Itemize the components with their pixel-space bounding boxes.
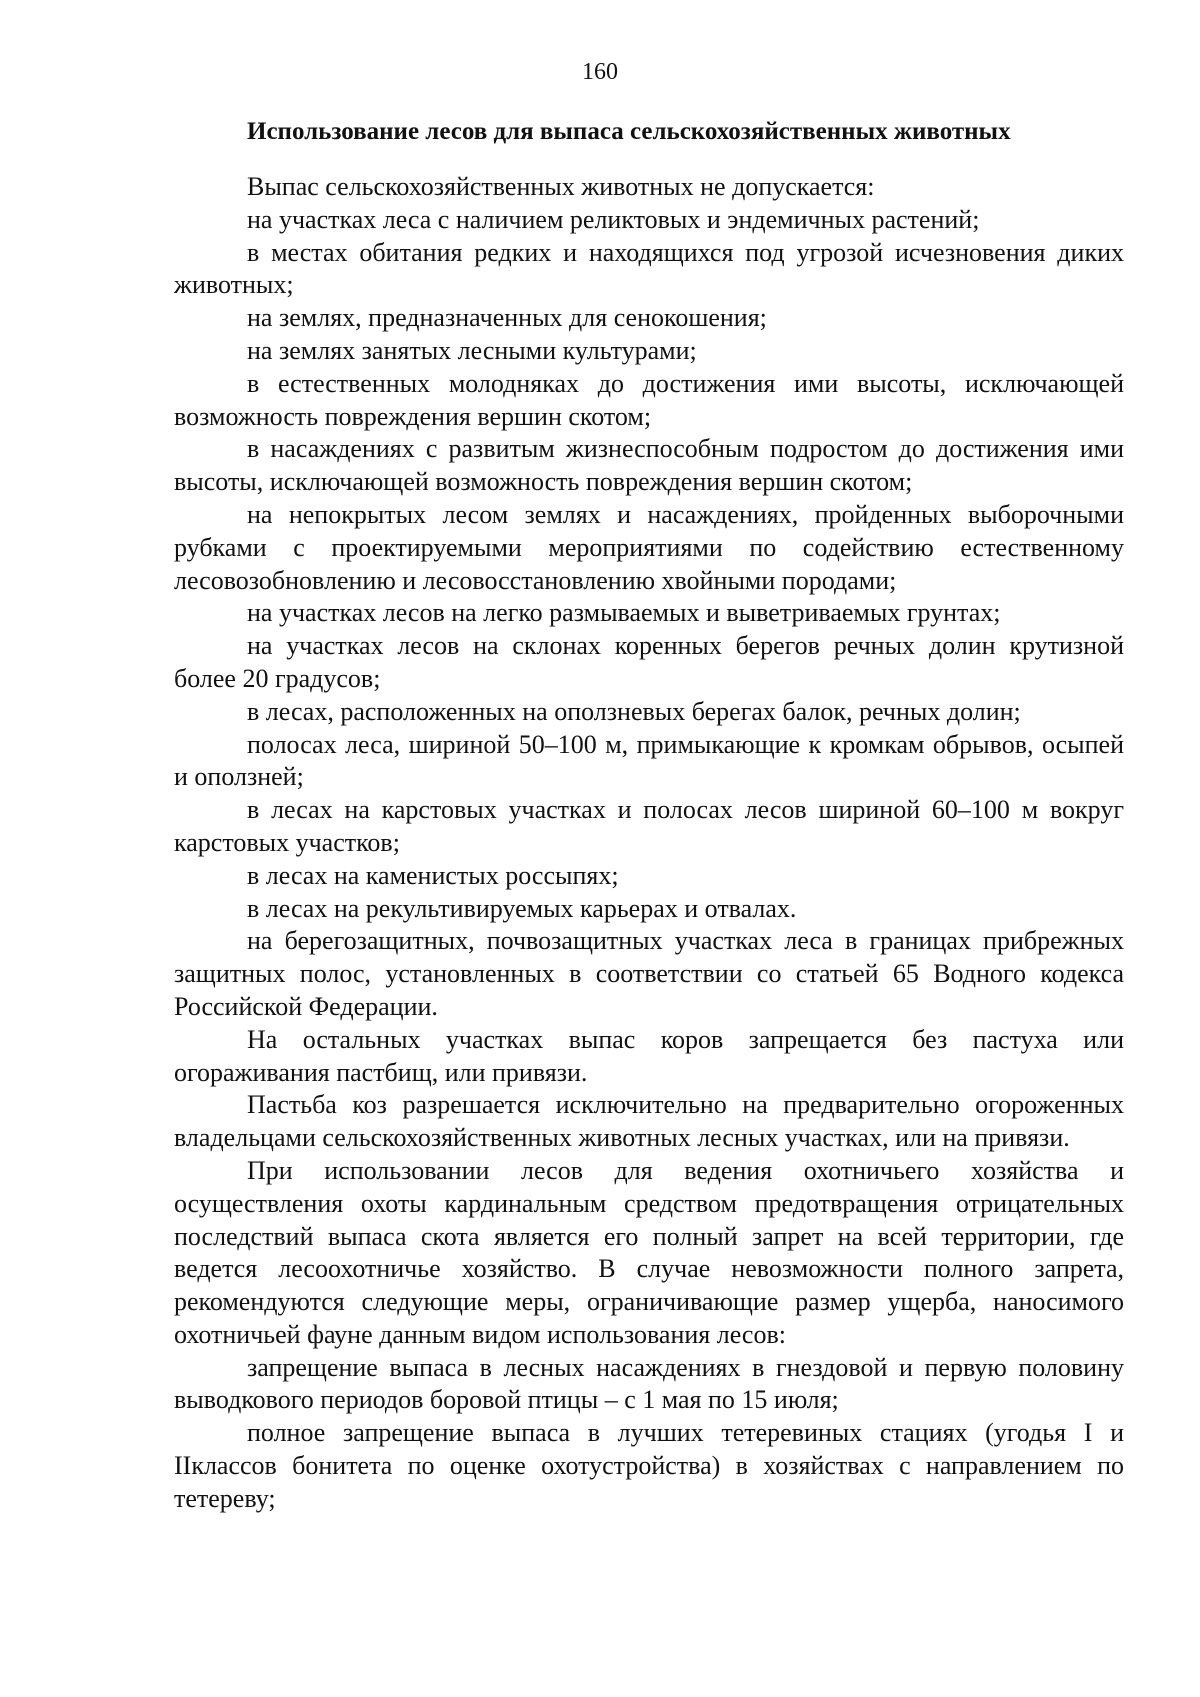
body-text (174, 171, 1124, 1516)
list-item: в лесах, расположенных на оползневых берегах балок, речных долин; (247, 696, 1021, 726)
list-item: на участках леса с наличием реликтовых и эндемичных растений; (247, 204, 980, 234)
list-item: в насаждениях с развитым жизнеспособным подростом до достижения ими высоты, исключающей возможность повреждения вершин скотом; (174, 434, 1124, 497)
list-item: в лесах на каменистых россыпях; (247, 860, 619, 890)
page-number: 160 (582, 59, 618, 85)
section-heading: Использование лесов для выпаса сельскохозяйственных животных (247, 118, 1011, 145)
list-item: на берегозащитных, почвозащитных участках леса в границах прибрежных защитных полос, установленных в соответствии со статьей 65 Водного кодекса Российской Федерации. (174, 926, 1124, 1021)
list-item: на участках лесов на легко размываемых и выветриваемых грунтах; (247, 598, 1001, 628)
list-item: полосах леса, шириной 50–100 м, примыкающие к кромкам обрывов, осыпей и оползней; (174, 729, 1124, 792)
list-item: полное запрещение выпаса в лучших тетеревиных стациях (угодья I и IIклассов бонитета по оценке охотустройства) в хозяйствах с направлением по тетереву; (174, 1418, 1124, 1513)
list-item: на землях, предназначенных для сенокошения; (247, 303, 767, 333)
list-item: в местах обитания редких и находящихся под угрозой исчезновения диких животных; (174, 237, 1124, 300)
paragraph: Пастьба коз разрешается исключительно на предварительно огороженных владельцами сельскохозяйственных животных лесных участках, или на привязи. (174, 1090, 1124, 1153)
list-item: запрещение выпаса в лесных насаждениях в гнездовой и первую половину выводкового периодов боровой птицы – с 1 мая по 15 июля; (174, 1352, 1124, 1415)
list-item: в естественных молодняках до достижения ими высоты, исключающей возможность повреждения вершин скотом; (174, 368, 1124, 431)
list-item: на землях занятых лесными культурами; (247, 335, 697, 365)
paragraph: При использовании лесов для ведения охотничьего хозяйства и осуществления охоты кардинальным средством предотвращения отрицательных последствий выпаса скота является его полный запрет на всей территории, где ведется лесоохотничье хозяйство. В случае невозможности полного запрета, рекомендуются следующие меры, ограничивающие размер ущерба, наносимого охотничьей фауне данным видом использования лесов: (174, 1155, 1124, 1349)
paragraph: На остальных участках выпас коров запрещается без пастуха или огораживания пастбищ, или привязи. (174, 1024, 1124, 1087)
list-item: на участках лесов на склонах коренных берегов речных долин крутизной более 20 градусов; (174, 631, 1124, 693)
list-item: на непокрытых лесом землях и насаждениях, пройденных выборочными рубками с проектируемыми мероприятиями по содействию естественному лесовозобновлению и лесовосстановлению хвойными породами; (174, 499, 1124, 595)
paragraph: Выпас сельскохозяйственных животных не допускается: (247, 172, 875, 201)
list-item: в лесах на рекультивируемых карьерах и отвалах. (247, 893, 797, 923)
list-item: в лесах на карстовых участках и полосах лесов шириной 60–100 м вокруг карстовых участков; (174, 795, 1124, 857)
